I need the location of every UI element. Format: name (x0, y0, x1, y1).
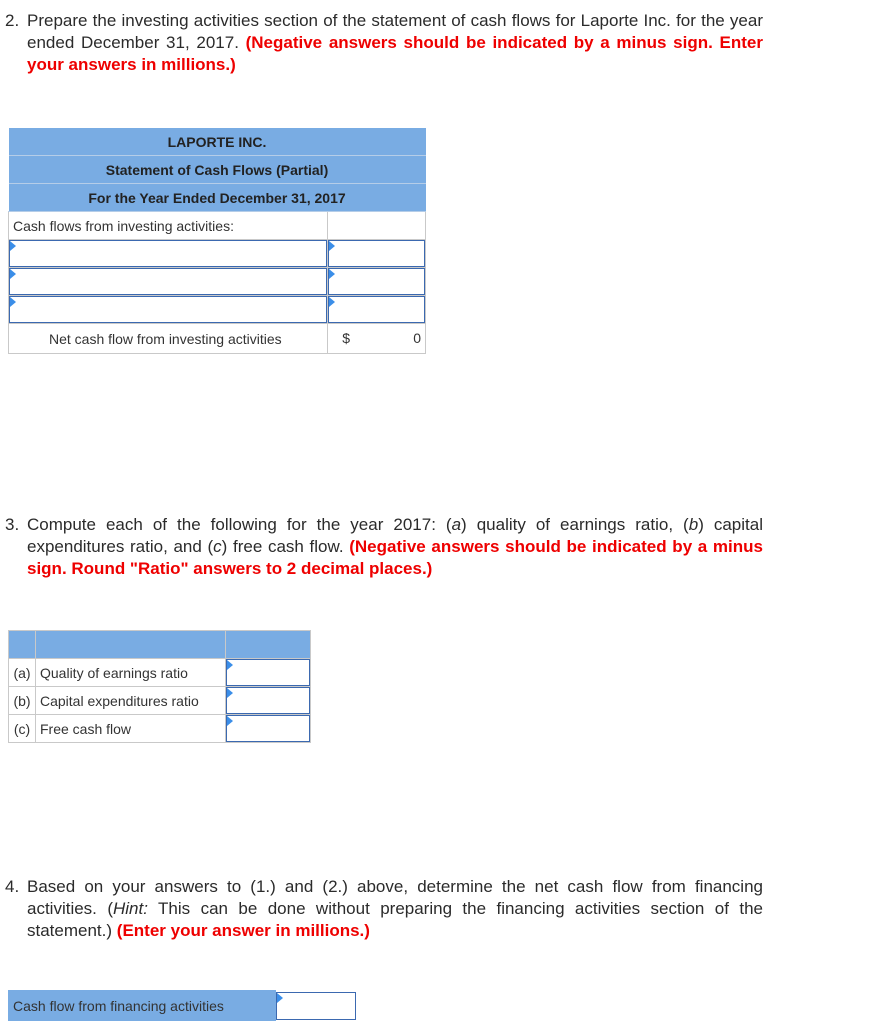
question-text: Based on your answers to (1.) and (2.) above, determine the net cash flow from financing activities. (Hint: This can be done without preparing the financing activities section of the statement.) (Enter your answer in millions.) (27, 877, 764, 940)
ratio-label: Capital expenditures ratio (36, 687, 226, 715)
investing-amount-input-1[interactable] (328, 240, 425, 267)
investing-amount-input-2[interactable] (328, 268, 425, 295)
free-cash-flow-input[interactable] (226, 715, 310, 742)
question-number: 4. (5, 877, 20, 896)
capital-expenditures-input[interactable] (226, 687, 310, 714)
ratio-row (9, 715, 311, 743)
dropdown-marker-icon (10, 241, 16, 251)
investing-row (9, 240, 426, 268)
instruction-text: (Negative answers should be indicated by a minus sign. Enter your answers in millions.) (27, 33, 763, 74)
dropdown-marker-icon (329, 241, 335, 251)
investing-label-input-1[interactable] (9, 240, 327, 267)
net-cash-value: 0 (413, 330, 421, 346)
ratio-row (9, 687, 311, 715)
cash-flow-statement-table (8, 128, 426, 354)
question-number: 2. (5, 11, 20, 30)
question-2 (5, 10, 763, 76)
currency-symbol: $ (342, 330, 351, 346)
question-number: 3. (5, 515, 20, 534)
dropdown-marker-icon (10, 297, 16, 307)
dropdown-marker-icon (227, 716, 233, 726)
company-name: LAPORTE INC. (9, 128, 426, 156)
dropdown-marker-icon (227, 688, 233, 698)
investing-row (9, 268, 426, 296)
financing-input[interactable] (276, 992, 356, 1020)
quality-of-earnings-input[interactable] (226, 659, 310, 686)
dropdown-marker-icon (227, 660, 233, 670)
question-text: Compute each of the following for the year 2017: (a) quality of earnings ratio, (b) capital expenditures ratio, and (c) free cash flow. (Negative answers should be indicated by a minus sign. Round "Ratio" answers to 2 decimal places.) (27, 515, 763, 578)
statement-title: Statement of Cash Flows (Partial) (9, 156, 426, 184)
dropdown-marker-icon (10, 269, 16, 279)
instruction-text: (Negative answers should be indicated by a minus sign. Round "Ratio" answers to 2 decimal places.) (27, 537, 763, 578)
financing-table (8, 990, 356, 1021)
financing-label: Cash flow from financing activities (9, 991, 276, 1021)
ratio-label: Quality of earnings ratio (36, 659, 226, 687)
net-cash-value-cell (328, 324, 426, 354)
dropdown-marker-icon (329, 297, 335, 307)
ratio-table (8, 630, 311, 743)
investing-label-input-2[interactable] (9, 268, 327, 295)
ratio-letter: (a) (9, 659, 36, 687)
statement-period: For the Year Ended December 31, 2017 (9, 184, 426, 212)
ratio-label: Free cash flow (36, 715, 226, 743)
question-4 (5, 876, 763, 942)
question-3 (5, 514, 763, 580)
investing-label-input-3[interactable] (9, 296, 327, 323)
dropdown-marker-icon (329, 269, 335, 279)
ratio-letter: (c) (9, 715, 36, 743)
dropdown-marker-icon (277, 993, 283, 1003)
investing-amount-input-3[interactable] (328, 296, 425, 323)
investing-row (9, 296, 426, 324)
section-label: Cash flows from investing activities: (9, 212, 328, 240)
ratio-row (9, 659, 311, 687)
ratio-letter: (b) (9, 687, 36, 715)
question-text: Prepare the investing activities section of the statement of cash flows for Laporte Inc. for the year ended December 31, 2017. (Negative answers should be indicated by a minus sign. Enter your answers in millions.) (27, 11, 763, 74)
instruction-text: (Enter your answer in millions.) (116, 921, 370, 940)
net-cash-label: Net cash flow from investing activities (9, 324, 328, 354)
